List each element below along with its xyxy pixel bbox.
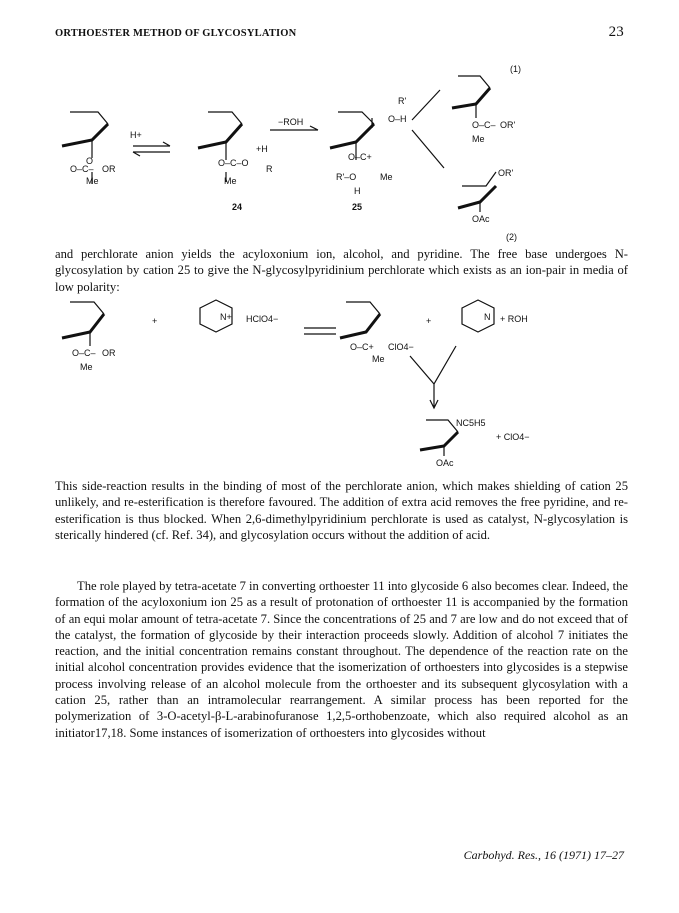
r-label: R	[266, 164, 273, 174]
oac-label-2: OAc	[436, 458, 454, 468]
paragraph-3: The role played by tetra-acetate 7 in converting orthoester 11 into glycoside 6 also becomes clear. Indeed, the formation of the acyloxonium ion 25 as a result of protonation of orthoester 11 is accompanied by the formation of an equi molar amount of tetra-acetate 7. Since the concentrations of 25 and 7 are low and do not exceed that of the catalyst, the formation of glycoside by their interaction proceeds slowly. Addition of alcohol 7 initiates the reaction, and the initial concentration remains constant throughout. The dependence of the reaction rate on the initial alcohol concentration provides evidence that the isomerization of orthoesters into glycosides is a stepwise process involving release of an alcohol molecule from the orthoester and its subsequent glycosylation with a cation 25, rather than an intramolecular rearrangement. A similar process has been reported for the polymerization of 3-O-acetyl-β-L-arabinofuranose 1,2,5-orthobenzoate, which also required alcohol as an initiator17,18. Some instances of isomerization of orthoesters into glycosides without	[55, 579, 629, 740]
o-c-plus-label: O–C+	[348, 152, 372, 162]
plus-sign-2: +	[426, 316, 432, 326]
ring-o-label: O	[86, 156, 94, 166]
me-label-3: Me	[380, 172, 393, 182]
o-c-label-s2: O–C–	[72, 348, 96, 358]
me-label-s2b: Me	[372, 354, 385, 364]
clo4-label: ClO4−	[388, 342, 414, 352]
plus-sign-1: +	[152, 316, 158, 326]
or-label: OR	[102, 164, 116, 174]
o-c-plus-label-s2: O–C+	[350, 342, 374, 352]
compound-25-label: 25	[352, 202, 363, 212]
path-2-label: (2)	[506, 232, 517, 242]
pyridine-n: N	[484, 312, 491, 322]
oac-label-1: OAc	[472, 214, 490, 224]
paragraph-1: and perchlorate anion yields the acyloxonium ion, alcohol, and pyridine. The free base undergoes N-glycosylation by cation 25 to give the N-glycosylpyridinium perchlorate which exists as an ion-pair in media of low polarity:	[55, 247, 628, 294]
compound-24-label: 24	[232, 202, 243, 212]
paragraph-2: This side-reaction results in the binding of most of the perchlorate anion, which makes shielding of cation 25 unlikely, and re-esterification is therefore favoured. The addition of extra acid removes the free pyridine, and re-esterification is thus blocked. When 2,6-dimethylpyridinium perchlorate is used as catalyst, N-glycosylation is sterically hindered (cf. Ref. 34), and glycosylation occurs without the addition of acid.	[55, 479, 628, 542]
o-h-label: O–H	[388, 114, 407, 124]
r-prime-label: R'	[398, 96, 407, 106]
running-title: ORTHOESTER METHOD OF GLYCOSYLATION	[55, 28, 297, 39]
journal-citation: Carbohyd. Res., 16 (1971) 17–27	[463, 848, 624, 862]
or-prime-label-1: OR'	[500, 120, 516, 130]
or-prime-label-2: OR'	[498, 168, 514, 178]
r-prime-o-label: R'–O	[336, 172, 357, 182]
me-label-2: Me	[224, 176, 237, 186]
o-c-label: O–C–	[70, 164, 94, 174]
o-c-o-label: O–C–O	[218, 158, 249, 168]
o-c-or-prime-label: O–C–	[472, 120, 496, 130]
pyridinium-n-plus: N+	[220, 312, 232, 322]
plus-roh-label: + ROH	[500, 314, 528, 324]
plus-clo4-label: + ClO4−	[496, 432, 530, 442]
plus-h-label: +H	[256, 144, 268, 154]
nc5h5-label: NC5H5	[456, 418, 486, 428]
me-label-4: Me	[472, 134, 485, 144]
page-number: 23	[608, 24, 624, 40]
hclo4-label: HClO4−	[246, 314, 279, 324]
h-label: H	[354, 186, 361, 196]
path-1-label: (1)	[510, 64, 521, 74]
me-label-1: Me	[86, 176, 99, 186]
h-plus-label: H+	[130, 130, 142, 140]
or-label-s2: OR	[102, 348, 116, 358]
me-label-s2a: Me	[80, 362, 93, 372]
minus-roh-label: −ROH	[278, 117, 304, 127]
